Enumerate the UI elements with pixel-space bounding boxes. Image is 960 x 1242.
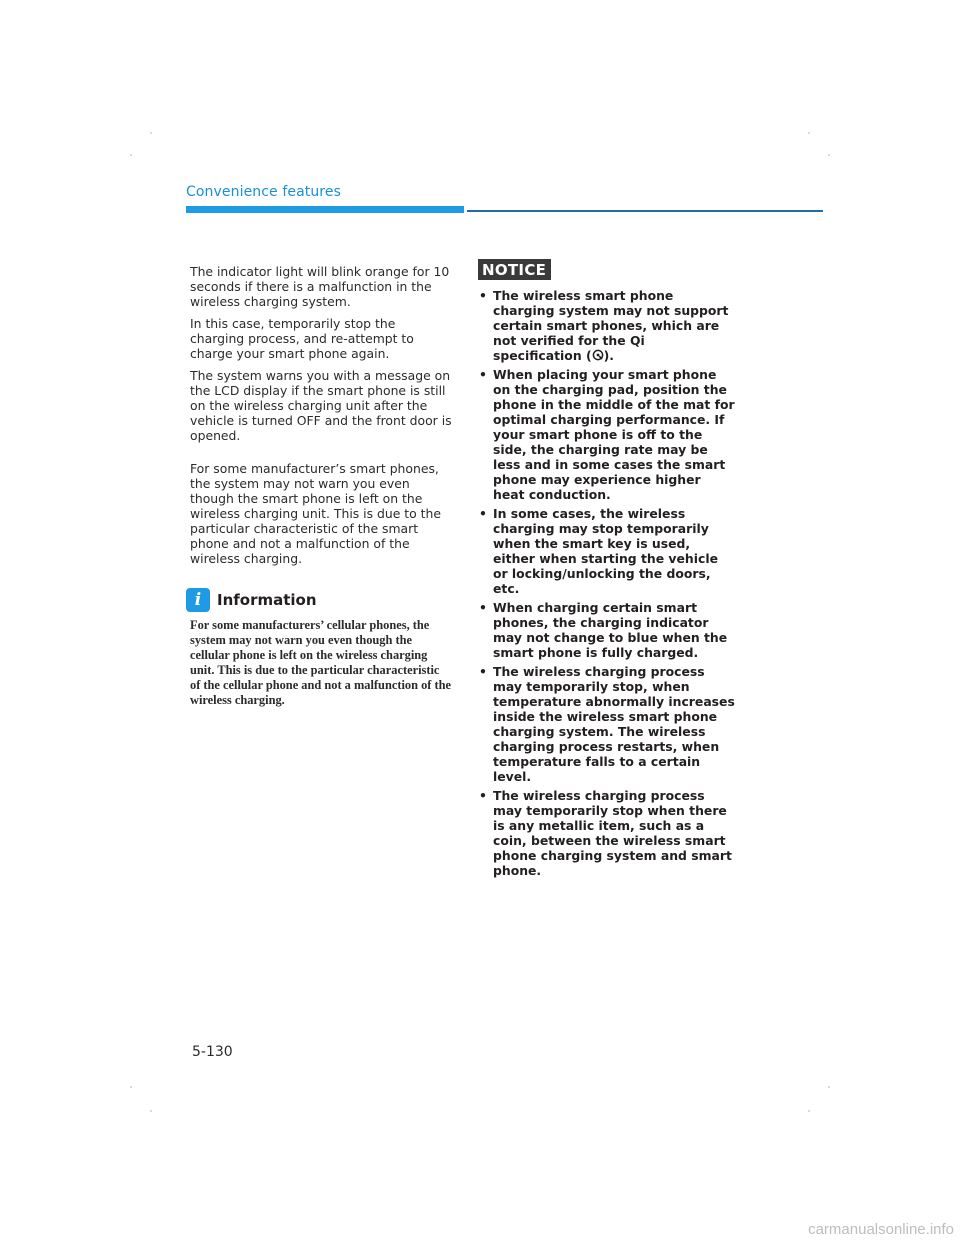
notice-item: [478, 288, 736, 363]
crop-mark: [808, 1110, 810, 1112]
notice-item: [478, 506, 736, 596]
crop-mark: [828, 154, 830, 156]
crop-mark: [130, 1086, 132, 1088]
crop-mark: [150, 132, 152, 134]
bullet: •: [479, 600, 487, 615]
bullet: •: [479, 788, 487, 803]
page-number: 5-130: [192, 1044, 233, 1060]
notice-item: [478, 600, 736, 660]
notice-item-text: The wireless charging process may temporarily stop, when temperature abnormally increases inside the wireless smart phone charging system. The wireless charging process restarts, when temperature falls to a certain level.: [493, 664, 735, 784]
notice-item-text: The wireless smart phone charging system may not support certain smart phones, which are not verified for the Qi specification (: [493, 288, 729, 363]
notice-item-text: In some cases, the wireless charging may stop temporarily when the smart key is used, either when starting the vehicle or locking/unlocking the doors, etc.: [493, 506, 718, 596]
bullet: •: [479, 664, 487, 679]
crop-mark: [150, 1110, 152, 1112]
body-paragraph: In this case, temporarily stop the charging process, and re-attempt to charge your smart phone again.: [190, 316, 414, 361]
body-paragraph: The indicator light will blink orange for 10 seconds if there is a malfunction in the wireless charging system.: [190, 264, 450, 309]
crop-mark: [808, 132, 810, 134]
information-header: [190, 588, 452, 612]
notice-item-suffix: ).: [603, 348, 614, 363]
section-title: Convenience features: [186, 184, 341, 200]
information-title: Information: [217, 591, 317, 609]
watermark: carmanualsonline.info: [808, 1221, 954, 1238]
notice-label: NOTICE: [478, 259, 551, 280]
header-rule: [467, 210, 823, 212]
crop-mark: [130, 154, 132, 156]
bullet: •: [479, 506, 487, 521]
left-column: [190, 264, 452, 715]
crop-mark: [828, 1086, 830, 1088]
info-icon: i: [186, 588, 210, 612]
notice-box: [478, 259, 736, 882]
body-paragraph: For some manufacturer’s smart phones, the system may not warn you even though the smart phone is left on the wireless charging unit. This is due to the particular characteristic of the smart phone and not a malfunction of the wireless charging.: [190, 461, 442, 566]
header-accent-bar: [186, 206, 464, 213]
qi-logo-icon: [592, 349, 604, 361]
notice-item-text: When charging certain smart phones, the charging indicator may not change to blue when the smart phone is fully charged.: [493, 600, 728, 660]
bullet: •: [479, 367, 487, 382]
notice-item: [478, 664, 736, 784]
notice-item: [478, 367, 736, 502]
bullet: •: [479, 288, 487, 303]
notice-list: [478, 288, 736, 878]
body-paragraph: The system warns you with a message on the LCD display if the smart phone is still on the wireless charging unit after the vehicle is turned OFF and the front door is opened.: [190, 368, 452, 443]
notice-item: [478, 788, 736, 878]
information-text: For some manufacturers’ cellular phones, the system may not warn you even though the cellular phone is left on the wireless charging unit. This is due to the particular characteristic of the cellular phone and not a malfunction of the wireless charging.: [190, 618, 452, 707]
notice-item-text: The wireless charging process may temporarily stop when there is any metallic item, such as a coin, between the wireless smart phone charging system and smart phone.: [493, 788, 732, 878]
notice-item-text: When placing your smart phone on the charging pad, position the phone in the middle of the mat for optimal charging performance. If your smart phone is off to the side, the charging rate may be less and in some cases the smart phone may experience higher heat conduction.: [493, 367, 735, 502]
